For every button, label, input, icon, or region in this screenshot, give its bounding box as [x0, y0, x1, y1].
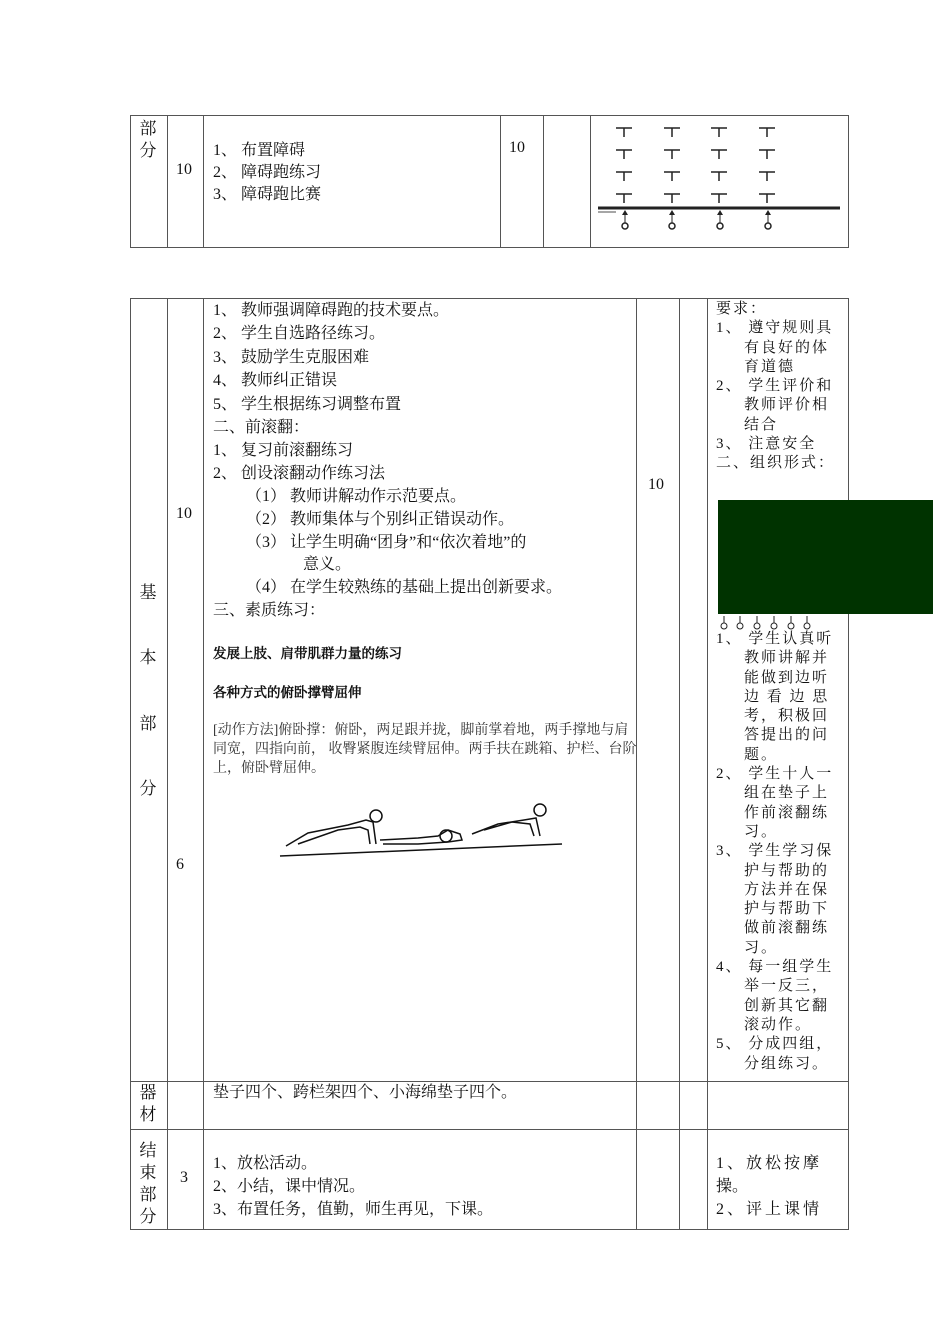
- section-label: 部分: [139, 119, 157, 160]
- note-line: 分组练习。: [744, 1055, 830, 1072]
- equipment-label: 器: [139, 1083, 157, 1102]
- table-border: [848, 115, 849, 248]
- table-border: [203, 115, 204, 248]
- equipment-text: 垫子四个、跨栏架四个、小海绵垫子四个。: [213, 1084, 518, 1101]
- note-line: 3、 学生学习保: [716, 843, 834, 860]
- note-line: 2、 学生十人一: [716, 766, 834, 783]
- ending-item: 3、布置任务，值勤，师生再见，下课。: [213, 1201, 494, 1218]
- table-border: [500, 115, 501, 248]
- note-line: 1、 学生认真听: [716, 631, 834, 647]
- ending-label: 分: [139, 1207, 157, 1226]
- content-line: 2、 学生自选路径练习。: [213, 325, 386, 342]
- note-line: 教师评价相: [744, 397, 830, 414]
- item: 2、 障碍跑练习: [213, 164, 322, 181]
- item: 1、 布置障碍: [213, 142, 306, 159]
- note-line: 护与帮助下: [744, 901, 830, 918]
- note-line: 有良好的体: [744, 339, 830, 356]
- count-value: 10: [509, 139, 525, 156]
- section-label: 部: [139, 714, 157, 733]
- section-label: 分: [139, 779, 157, 798]
- method-paragraph: [动作方法]俯卧撑：俯卧，两足跟并拢，脚前掌着地，两手撑地与肩同宽，四指向前， 收臀紧腹连续臂屈伸。两手扶在跳箱、护栏、台阶上，俯卧臂屈伸。: [213, 723, 637, 776]
- note-line: 题。: [744, 746, 779, 763]
- note-line: 教师讲解并: [744, 650, 830, 667]
- hurdle-formation-diagram: [590, 115, 848, 247]
- time-value: 10: [176, 161, 192, 178]
- table-border: [848, 298, 849, 1230]
- note-line: 能做到边听: [744, 669, 830, 686]
- ending-note: 1、放松按摩: [716, 1155, 823, 1172]
- requirements-column: [716, 300, 842, 474]
- content-line: 三、素质练习：: [213, 602, 326, 619]
- note-line: 滚动作。: [744, 1016, 813, 1033]
- note-line: 考，积极回: [744, 708, 830, 725]
- ending-label: 结: [139, 1141, 157, 1160]
- table-border: [167, 115, 168, 248]
- note-line: 二、组织形式：: [716, 455, 836, 472]
- exercise-subheading: 各种方式的俯卧撑臂屈伸: [213, 685, 362, 701]
- note-line: 护与帮助的: [744, 862, 830, 879]
- table-border: [679, 298, 680, 1230]
- ending-label: 束: [139, 1163, 157, 1182]
- pushup-illustration: [278, 800, 568, 860]
- note-line: 3、 注意安全: [716, 436, 817, 453]
- table-border: [130, 1229, 849, 1230]
- content-line: 意义。: [303, 556, 352, 573]
- note-line: 习。: [744, 823, 779, 840]
- ending-note: 2、评上课情: [716, 1201, 823, 1218]
- note-line: 边 看 边 思: [744, 688, 830, 705]
- note-line: 组在垫子上: [744, 785, 830, 802]
- note-line: 要求：: [716, 301, 768, 317]
- table-border: [130, 247, 849, 248]
- note-line: 创新其它翻: [744, 997, 830, 1014]
- blackboard-diagram: [718, 500, 933, 614]
- note-line: 1、 遵守规则具: [716, 320, 834, 337]
- content-line: （3） 让学生明确“团身”和“依次着地”的: [246, 534, 527, 551]
- time-value: 6: [176, 856, 184, 873]
- content-line: （2） 教师集体与个别纠正错误动作。: [246, 511, 515, 528]
- content-line: 4、 教师纠正错误: [213, 372, 338, 389]
- table-border: [543, 115, 544, 248]
- student-activities-column: [716, 630, 842, 1074]
- time-value: 10: [176, 505, 192, 522]
- content-line: 3、 鼓励学生克服困难: [213, 349, 370, 366]
- note-line: 作前滚翻练: [744, 804, 830, 821]
- note-line: 结合: [744, 416, 779, 433]
- ending-label: 部: [139, 1185, 157, 1204]
- note-line: 方法并在保: [744, 881, 830, 898]
- table-border: [167, 298, 168, 1230]
- note-line: 育道德: [744, 358, 796, 375]
- note-line: 习。: [744, 939, 779, 956]
- exercise-heading: 发展上肢、肩带肌群力量的练习: [213, 646, 402, 662]
- content-line: （4） 在学生较熟练的基础上提出创新要求。: [246, 579, 563, 596]
- note-line: 做前滚翻练: [744, 920, 830, 937]
- table-border: [130, 1129, 849, 1130]
- count-value: 10: [648, 476, 664, 493]
- equipment-label: 材: [139, 1105, 157, 1124]
- time-value: 3: [180, 1169, 188, 1186]
- note-line: 举一反三，: [744, 978, 830, 995]
- table-border: [707, 298, 708, 1230]
- content-line: 二、前滚翻：: [213, 419, 310, 436]
- note-line: 答提出的问: [744, 727, 830, 744]
- item: 3、 障碍跑比赛: [213, 186, 322, 203]
- section-label: 本: [139, 648, 157, 667]
- ending-note: 操。: [716, 1178, 749, 1195]
- note-line: 5、 分成四组，: [716, 1036, 834, 1053]
- content-line: （1） 教师讲解动作示范要点。: [246, 488, 467, 505]
- note-line: 2、 学生评价和: [716, 378, 834, 395]
- table-border: [130, 115, 131, 248]
- section-label: 基: [139, 583, 157, 602]
- note-line: 4、 每一组学生: [716, 959, 834, 976]
- content-line: 2、 创设滚翻动作练习法: [213, 465, 386, 482]
- content-line: 1、 复习前滚翻练习: [213, 442, 354, 459]
- table-border: [203, 298, 204, 1230]
- content-line: 1、 教师强调障碍跑的技术要点。: [213, 302, 450, 319]
- table-border: [130, 298, 849, 299]
- table-border: [130, 298, 131, 1230]
- ending-item: 1、放松活动。: [213, 1155, 318, 1172]
- student-formation-icons: [716, 614, 826, 630]
- ending-item: 2、小结，课中情况。: [213, 1178, 366, 1195]
- content-line: 5、 学生根据练习调整布置: [213, 396, 402, 413]
